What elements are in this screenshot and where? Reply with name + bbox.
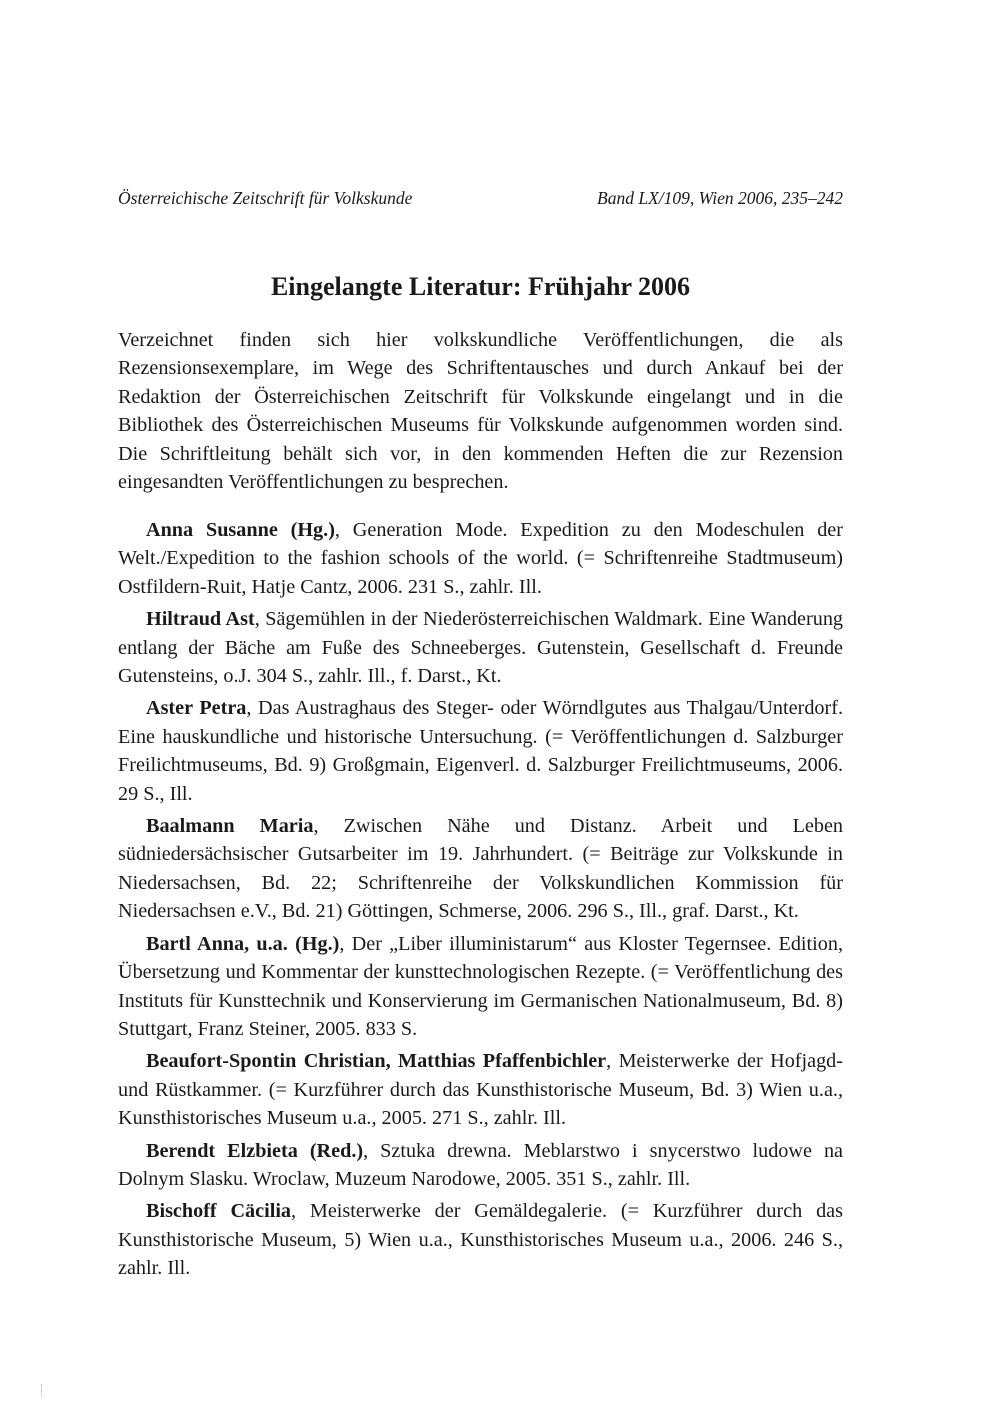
- bibliography-entry: [118, 1197, 843, 1282]
- scan-margin-mark: [41, 1384, 44, 1396]
- entry-text: , Meisterwerke der Hofjagd- und Rüstkammer. (= Kurzführer durch das Kunsthistorische Museum, Bd. 3) Wien u.a., Kunsthistorisches Museum u.a., 2005. 271 S., zahlr. Ill.: [118, 1050, 843, 1130]
- entry-author: Aster Petra: [146, 697, 247, 720]
- entry-author: Hiltraud Ast: [146, 608, 255, 631]
- entry-text: , Der „Liber illuministarum“ aus Kloster Tegernsee. Edition, Übersetzung und Kommentar der kunsttechnologischen Rezepte. (= Veröffentlichung des Instituts für Kunsttechnik und Konservierung im Germanischen Nationalmuseum, Bd. 8) Stuttgart, Franz Steiner, 2005. 833 S.: [118, 932, 843, 1040]
- entry-text: , Zwischen Nähe und Distanz. Arbeit und Leben südniedersächsischer Gutsarbeiter im 19. Jahrhundert. (= Beiträge zur Volkskunde in Niedersachsen, Bd. 22; Schriftenreihe der Volkskundlichen Kommission für Niedersachsen e.V., Bd. 21) Göttingen, Schmerse, 2006. 296 S., Ill., graf. Darst., Kt.: [118, 815, 844, 923]
- bibliography-entry: [118, 1047, 843, 1132]
- entry-author: Berendt Elzbieta (Red.): [146, 1139, 364, 1162]
- entry-author: Baalmann Maria: [146, 815, 314, 838]
- entry-text: , Generation Mode. Expedition zu den Modeschulen der Welt./Expedition to the fashion schools of the world. (= Schriftenreihe Stadtmuseum) Ostfildern-Ruit, Hatje Cantz, 2006. 231 S., zahlr. Ill.: [118, 519, 843, 598]
- bibliography-entry: [118, 605, 843, 690]
- entry-author: Beaufort-Spontin Christian, Matthias Pfaffenbichler: [146, 1050, 607, 1073]
- intro-paragraph: Verzeichnet finden sich hier volkskundliche Veröffentlichungen, die als Rezensionsexemplare, im Wege des Schriftentausches und durch Ankauf bei der Redaktion der Österreichischen Zeitschrift für Volkskunde eingelangt und in die Bibliothek des Österreichischen Museums für Volkskunde aufgenommen worden sind. Die Schriftleitung behält sich vor, in den kommenden Heften die zur Rezension eingesandten Veröffentlichungen zu besprechen.: [118, 329, 843, 494]
- entry-text: , Das Austraghaus des Steger- oder Wörndlgutes aus Thalgau/Unterdorf. Eine hauskundliche und historische Untersuchung. (= Veröffentlichungen d. Salzburger Freilichtmuseums, Bd. 9) Großgmain, Eigenverl. d. Salzburger Freilichtmuseums, 2006. 29 S., Ill.: [118, 697, 843, 805]
- entry-author: Bartl Anna, u.a. (Hg.): [146, 932, 340, 955]
- entry-author: Anna Susanne (Hg.): [146, 519, 335, 541]
- page-title: Eingelangte Literatur: Frühjahr 2006: [270, 272, 691, 301]
- journal-title: Österreichische Zeitschrift für Volkskunde: [118, 188, 413, 208]
- bibliography-entry: [118, 694, 843, 808]
- bibliography-list: [118, 516, 843, 1287]
- entry-text: , Meisterwerke der Gemäldegalerie. (= Kurzführer durch das Kunsthistorische Museum, 5) Wien u.a., Kunsthistorisches Museum u.a., 2006. 246 S., zahlr. Ill.: [118, 1200, 843, 1280]
- entry-author: Bischoff Cäcilia: [146, 1200, 292, 1223]
- volume-info: Band LX/109, Wien 2006, 235–242: [597, 188, 843, 208]
- entry-text: , Sägemühlen in der Niederösterreichischen Waldmark. Eine Wanderung entlang der Bäche am Fuße des Schneeberges. Gutenstein, Gesellschaft d. Freunde Gutensteins, o.J. 304 S., zahlr. Ill., f. Darst., Kt.: [118, 608, 844, 688]
- entry-text: , Sztuka drewna. Meblarstwo i snycerstwo ludowe na Dolnym Slasku. Wroclaw, Muzeum Narodowe, 2005. 351 S., zahlr. Ill.: [118, 1139, 843, 1190]
- bibliography-entry: [118, 812, 843, 926]
- bibliography-entry: [118, 516, 843, 601]
- bibliography-entry: [118, 1137, 843, 1194]
- bibliography-entry: [118, 930, 843, 1044]
